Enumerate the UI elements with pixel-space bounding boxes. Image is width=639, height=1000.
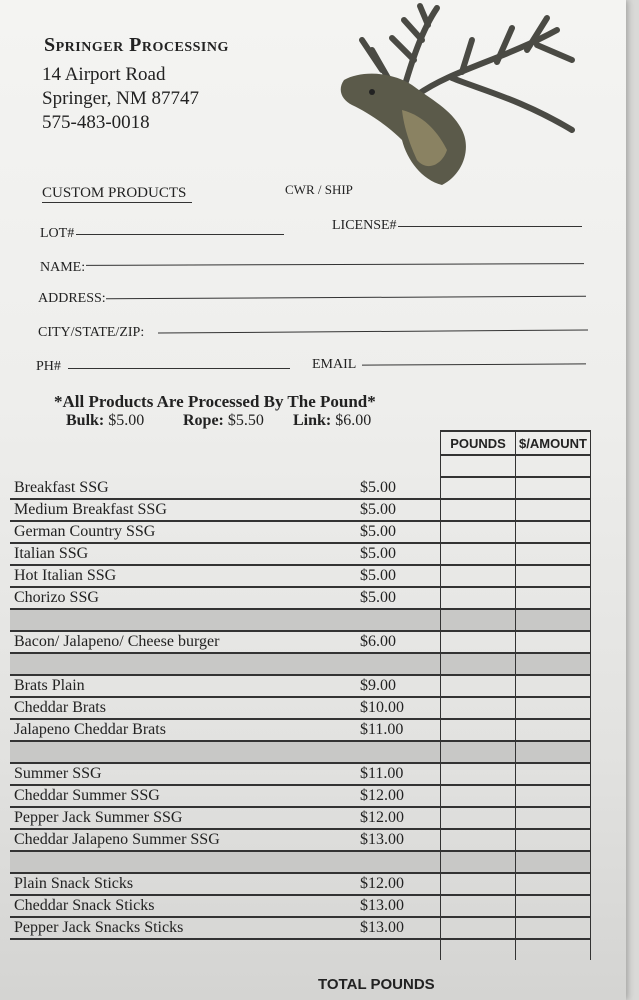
amount-cell[interactable] xyxy=(516,763,591,785)
pounds-cell[interactable] xyxy=(441,807,516,829)
amount-cell[interactable] xyxy=(516,873,591,895)
pounds-cell[interactable] xyxy=(441,521,516,543)
rope-price: $5.50 xyxy=(227,412,264,429)
product-price: $5.00 xyxy=(354,499,441,521)
amount-cell[interactable] xyxy=(516,565,591,587)
address-field[interactable] xyxy=(106,296,586,300)
product-price: $6.00 xyxy=(354,631,441,653)
table-row xyxy=(10,719,591,741)
name-label: NAME: xyxy=(40,260,86,275)
product-name: Chorizo SSG xyxy=(10,587,354,609)
table-row xyxy=(10,587,591,609)
pounds-cell[interactable] xyxy=(441,895,516,917)
amount-column-header: $/AMOUNT xyxy=(516,431,591,455)
table-row xyxy=(10,873,591,895)
product-price: $13.00 xyxy=(354,917,441,939)
address-line-1: 14 Airport Road xyxy=(42,64,166,85)
rope-price-info xyxy=(183,412,264,430)
amount-cell[interactable] xyxy=(516,697,591,719)
amount-cell[interactable] xyxy=(516,587,591,609)
pounds-cell[interactable] xyxy=(441,763,516,785)
pounds-cell[interactable] xyxy=(441,477,516,499)
product-price: $5.00 xyxy=(354,587,441,609)
product-name: Summer SSG xyxy=(10,763,354,785)
pounds-cell[interactable] xyxy=(441,543,516,565)
product-price: $12.00 xyxy=(354,873,441,895)
pounds-cell[interactable] xyxy=(441,785,516,807)
amount-cell[interactable] xyxy=(516,895,591,917)
product-name: German Country SSG xyxy=(10,521,354,543)
address-label: ADDRESS: xyxy=(38,291,106,306)
amount-cell[interactable] xyxy=(516,631,591,653)
license-field[interactable] xyxy=(398,226,582,227)
table-row xyxy=(10,543,591,565)
bulk-label: Bulk: xyxy=(66,412,105,429)
product-price: $13.00 xyxy=(354,895,441,917)
table-row xyxy=(10,631,591,653)
phone-label: PH# xyxy=(36,359,61,374)
address-line-2: Springer, NM 87747 xyxy=(42,88,200,109)
table-row xyxy=(10,499,591,521)
link-label: Link: xyxy=(293,412,332,429)
pounds-cell[interactable] xyxy=(441,873,516,895)
product-name: Jalapeno Cheddar Brats xyxy=(10,719,354,741)
total-pounds-label: TOTAL POUNDS xyxy=(318,976,435,993)
pounds-cell[interactable] xyxy=(441,917,516,939)
company-name: Springer Processing xyxy=(44,34,229,56)
license-label: LICENSE# xyxy=(332,218,397,233)
product-name: Plain Snack Sticks xyxy=(10,873,354,895)
product-price: $11.00 xyxy=(354,719,441,741)
cwr-ship-option[interactable]: CWR / SHIP xyxy=(285,182,353,197)
amount-cell[interactable] xyxy=(516,675,591,697)
product-price: $13.00 xyxy=(354,829,441,851)
phone-field[interactable] xyxy=(68,368,290,369)
amount-cell[interactable] xyxy=(516,785,591,807)
company-phone: 575-483-0018 xyxy=(42,112,150,133)
table-row xyxy=(10,829,591,851)
bulk-price-info xyxy=(66,412,144,430)
lot-field[interactable] xyxy=(76,234,284,235)
table-row xyxy=(10,917,591,939)
section-underline xyxy=(42,202,192,203)
section-title: CUSTOM PRODUCTS xyxy=(42,185,187,201)
rope-label: Rope: xyxy=(183,412,224,429)
product-name: Bacon/ Jalapeno/ Cheese burger xyxy=(10,631,354,653)
amount-cell[interactable] xyxy=(516,719,591,741)
pounds-cell[interactable] xyxy=(441,499,516,521)
table-row xyxy=(10,565,591,587)
email-field[interactable] xyxy=(362,363,586,365)
link-price: $6.00 xyxy=(335,412,372,429)
product-name: Cheddar Snack Sticks xyxy=(10,895,354,917)
table-row xyxy=(10,521,591,543)
separator-row xyxy=(10,851,591,873)
product-name: Cheddar Brats xyxy=(10,697,354,719)
link-price-info xyxy=(293,412,371,430)
amount-cell[interactable] xyxy=(516,829,591,851)
amount-cell[interactable] xyxy=(516,477,591,499)
table-row xyxy=(10,807,591,829)
email-label: EMAIL xyxy=(312,357,357,372)
pounds-cell[interactable] xyxy=(441,631,516,653)
product-price: $5.00 xyxy=(354,477,441,499)
city-state-zip-field[interactable] xyxy=(158,329,588,333)
product-price: $12.00 xyxy=(354,785,441,807)
product-name: Breakfast SSG xyxy=(10,477,354,499)
product-price: $5.00 xyxy=(354,565,441,587)
amount-cell[interactable] xyxy=(516,807,591,829)
pounds-cell[interactable] xyxy=(441,675,516,697)
elk-head-icon xyxy=(332,0,582,190)
table-row xyxy=(10,675,591,697)
product-price: $11.00 xyxy=(354,763,441,785)
table-row xyxy=(10,785,591,807)
bulk-price: $5.00 xyxy=(108,412,145,429)
separator-row xyxy=(10,653,591,675)
separator-row xyxy=(10,741,591,763)
product-price: $5.00 xyxy=(354,521,441,543)
product-name: Pepper Jack Summer SSG xyxy=(10,807,354,829)
product-name: Hot Italian SSG xyxy=(10,565,354,587)
pounds-cell[interactable] xyxy=(441,829,516,851)
table-row xyxy=(10,763,591,785)
pounds-cell[interactable] xyxy=(441,719,516,741)
amount-cell[interactable] xyxy=(516,917,591,939)
name-field[interactable] xyxy=(86,263,584,266)
pounds-cell[interactable] xyxy=(441,587,516,609)
product-table xyxy=(10,430,591,960)
product-price: $5.00 xyxy=(354,543,441,565)
pounds-cell[interactable] xyxy=(441,565,516,587)
separator-row xyxy=(10,609,591,631)
amount-cell[interactable] xyxy=(516,499,591,521)
product-name: Italian SSG xyxy=(10,543,354,565)
city-state-zip-label: CITY/STATE/ZIP: xyxy=(38,325,145,340)
pounds-column-header: POUNDS xyxy=(441,431,516,455)
product-price: $10.00 xyxy=(354,697,441,719)
table-row xyxy=(10,697,591,719)
lot-label: LOT# xyxy=(40,226,75,241)
processing-notice: *All Products Are Processed By The Pound* xyxy=(54,392,376,411)
product-name: Brats Plain xyxy=(10,675,354,697)
table-header-row xyxy=(10,431,591,455)
table-row xyxy=(10,477,591,499)
product-name: Pepper Jack Snacks Sticks xyxy=(10,917,354,939)
amount-cell[interactable] xyxy=(516,543,591,565)
product-name: Cheddar Jalapeno Summer SSG xyxy=(10,829,354,851)
amount-cell[interactable] xyxy=(516,521,591,543)
pounds-cell[interactable] xyxy=(441,697,516,719)
product-name: Medium Breakfast SSG xyxy=(10,499,354,521)
product-name: Cheddar Summer SSG xyxy=(10,785,354,807)
product-price: $12.00 xyxy=(354,807,441,829)
product-price: $9.00 xyxy=(354,675,441,697)
table-row xyxy=(10,895,591,917)
